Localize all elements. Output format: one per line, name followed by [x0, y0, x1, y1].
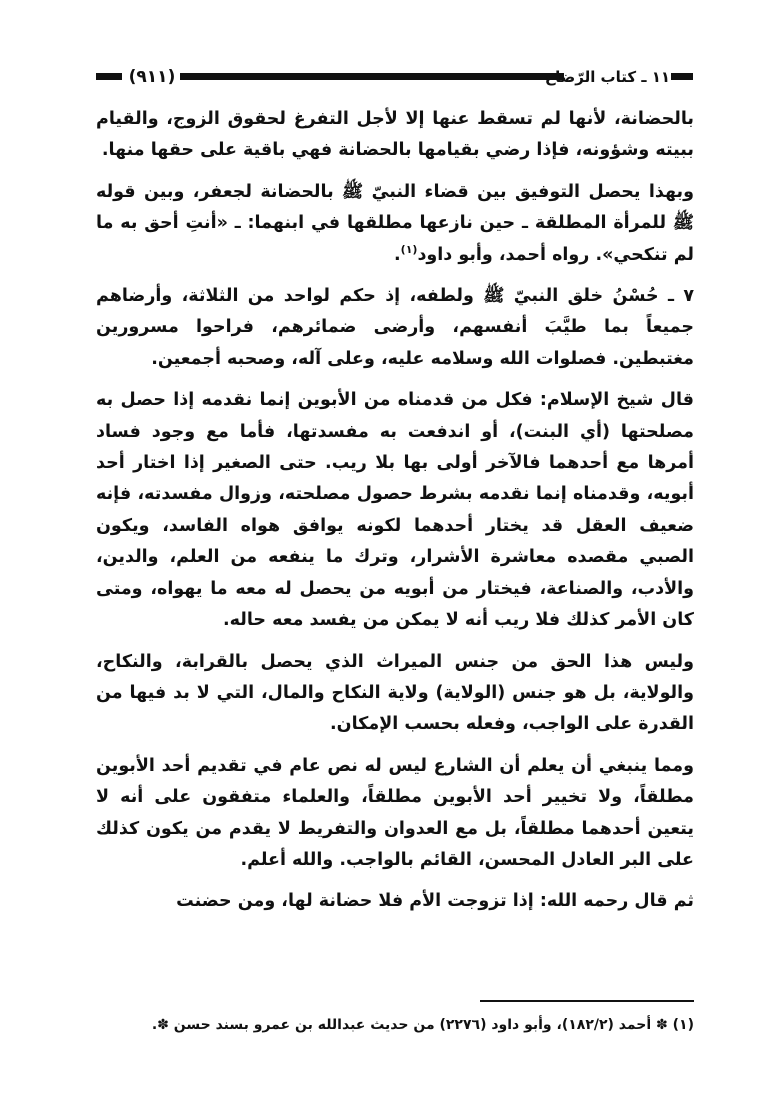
paragraph-4	[96, 385, 694, 636]
footnote-divider	[480, 1000, 694, 1002]
paragraph-5-text: وليس هذا الحق من جنس الميراث الذي يحصل بالقرابة، والنكاح، والولاية، بل هو جنس (الولاية) ولاية النكاح والمال، التي لا بد فيها من القدرة على الواجب، وفعله بحسب الإمكان.	[96, 651, 694, 735]
page-number: (٩١١)	[128, 67, 176, 87]
paragraph-1	[96, 104, 694, 167]
footnote-reference[interactable]: (١)	[400, 242, 418, 256]
paragraph-2	[96, 177, 694, 271]
header-rule-center	[180, 73, 564, 80]
paragraph-3-point-7	[96, 281, 694, 375]
paragraph-1-text: بالحضانة، لأنها لم تسقط عنها إلا لأجل التفرغ لحقوق الزوج، والقيام ببيته وشؤونه، فإذا رضي بقيامها بالحضانة فهي باقية على حقها منها.	[96, 109, 694, 161]
paragraph-6-text: ومما ينبغي أن يعلم أن الشارع ليس له نص عام في تقديم أحد الأبوين مطلقاً، ولا تخيير أحد الأبوين مطلقاً، والعلماء متفقون على أنه لا يتعين أحدهما مطلقاً، بل مع العدوان والتفريط لا يقدم من يكون كذلك على البر العادل المحسن، القائم بالواجب. والله أعلم.	[96, 755, 694, 870]
footnote-1: (١) ✽ أحمد (١٨٢/٢)، وأبو داود (٢٢٧٦) من حديث عبدالله بن عمرو بسند حسن ✽.	[151, 1017, 694, 1033]
paragraph-7-text: ثم قال رحمه الله: إذا تزوجت الأم فلا حضانة لها، ومن حضنت	[176, 891, 694, 912]
paragraph-5	[96, 647, 694, 741]
header-rule-left	[96, 73, 122, 80]
paragraph-4-text: قال شيخ الإسلام: فكل من قدمناه من الأبوين إنما نقدمه إذا حصل به مصلحتها (أي البنت)، أو اندفعت به مفسدتها، فأما مع وجود فساد أمرها مع أحدهما فالآخر أولى بها بلا ريب. حتى الصغير إذا اختار أحد أبويه، وقدمناه إنما نقدمه بشرط حصول مصلحته، وزوال مفسدته، فإنه ضعيف العقل قد يختار أحدهما لكونه يوافق هواه الفاسد، ويكون الصبي مقصده معاشرة الأشرار، وترك ما ينفعه من العلم، والدين، والأدب، والصناعة، فيختار من أبويه من يحصل له معه ما يهواه، ومتى كان الأمر كذلك فلا ريب أنه لا يمكن من يفسد معه حاله.	[96, 390, 694, 631]
body-text	[96, 104, 694, 928]
paragraph-6	[96, 751, 694, 877]
chapter-title: ١١ ـ كتاب الرّضاع	[544, 68, 670, 86]
header-rule-right	[671, 73, 693, 80]
running-header	[96, 64, 694, 90]
paragraph-7	[96, 886, 694, 917]
paragraph-3-text: ٧ ـ حُسْنُ خلق النبيّ ﷺ ولطفه، إذ حكم لواحد من الثلاثة، وأرضاهم جميعاً بما طيَّبَ أنفسهم، وأرضى ضمائرهم، فراحوا مسرورين مغتبطين. فصلوات الله وسلامه عليه، وعلى آله، وصحبه أجمعين.	[96, 286, 694, 369]
paragraph-2-text: وبهذا يحصل التوفيق بين قضاء النبيّ ﷺ بالحضانة لجعفر، وبين قوله ﷺ للمرأة المطلقة ـ حين نازعها مطلقها في ابنهما: ـ «أنتِ أحق به ما لم تنكحي». رواه أحمد، وأبو داود	[96, 181, 694, 265]
paragraph-2-tail: .	[394, 244, 401, 265]
